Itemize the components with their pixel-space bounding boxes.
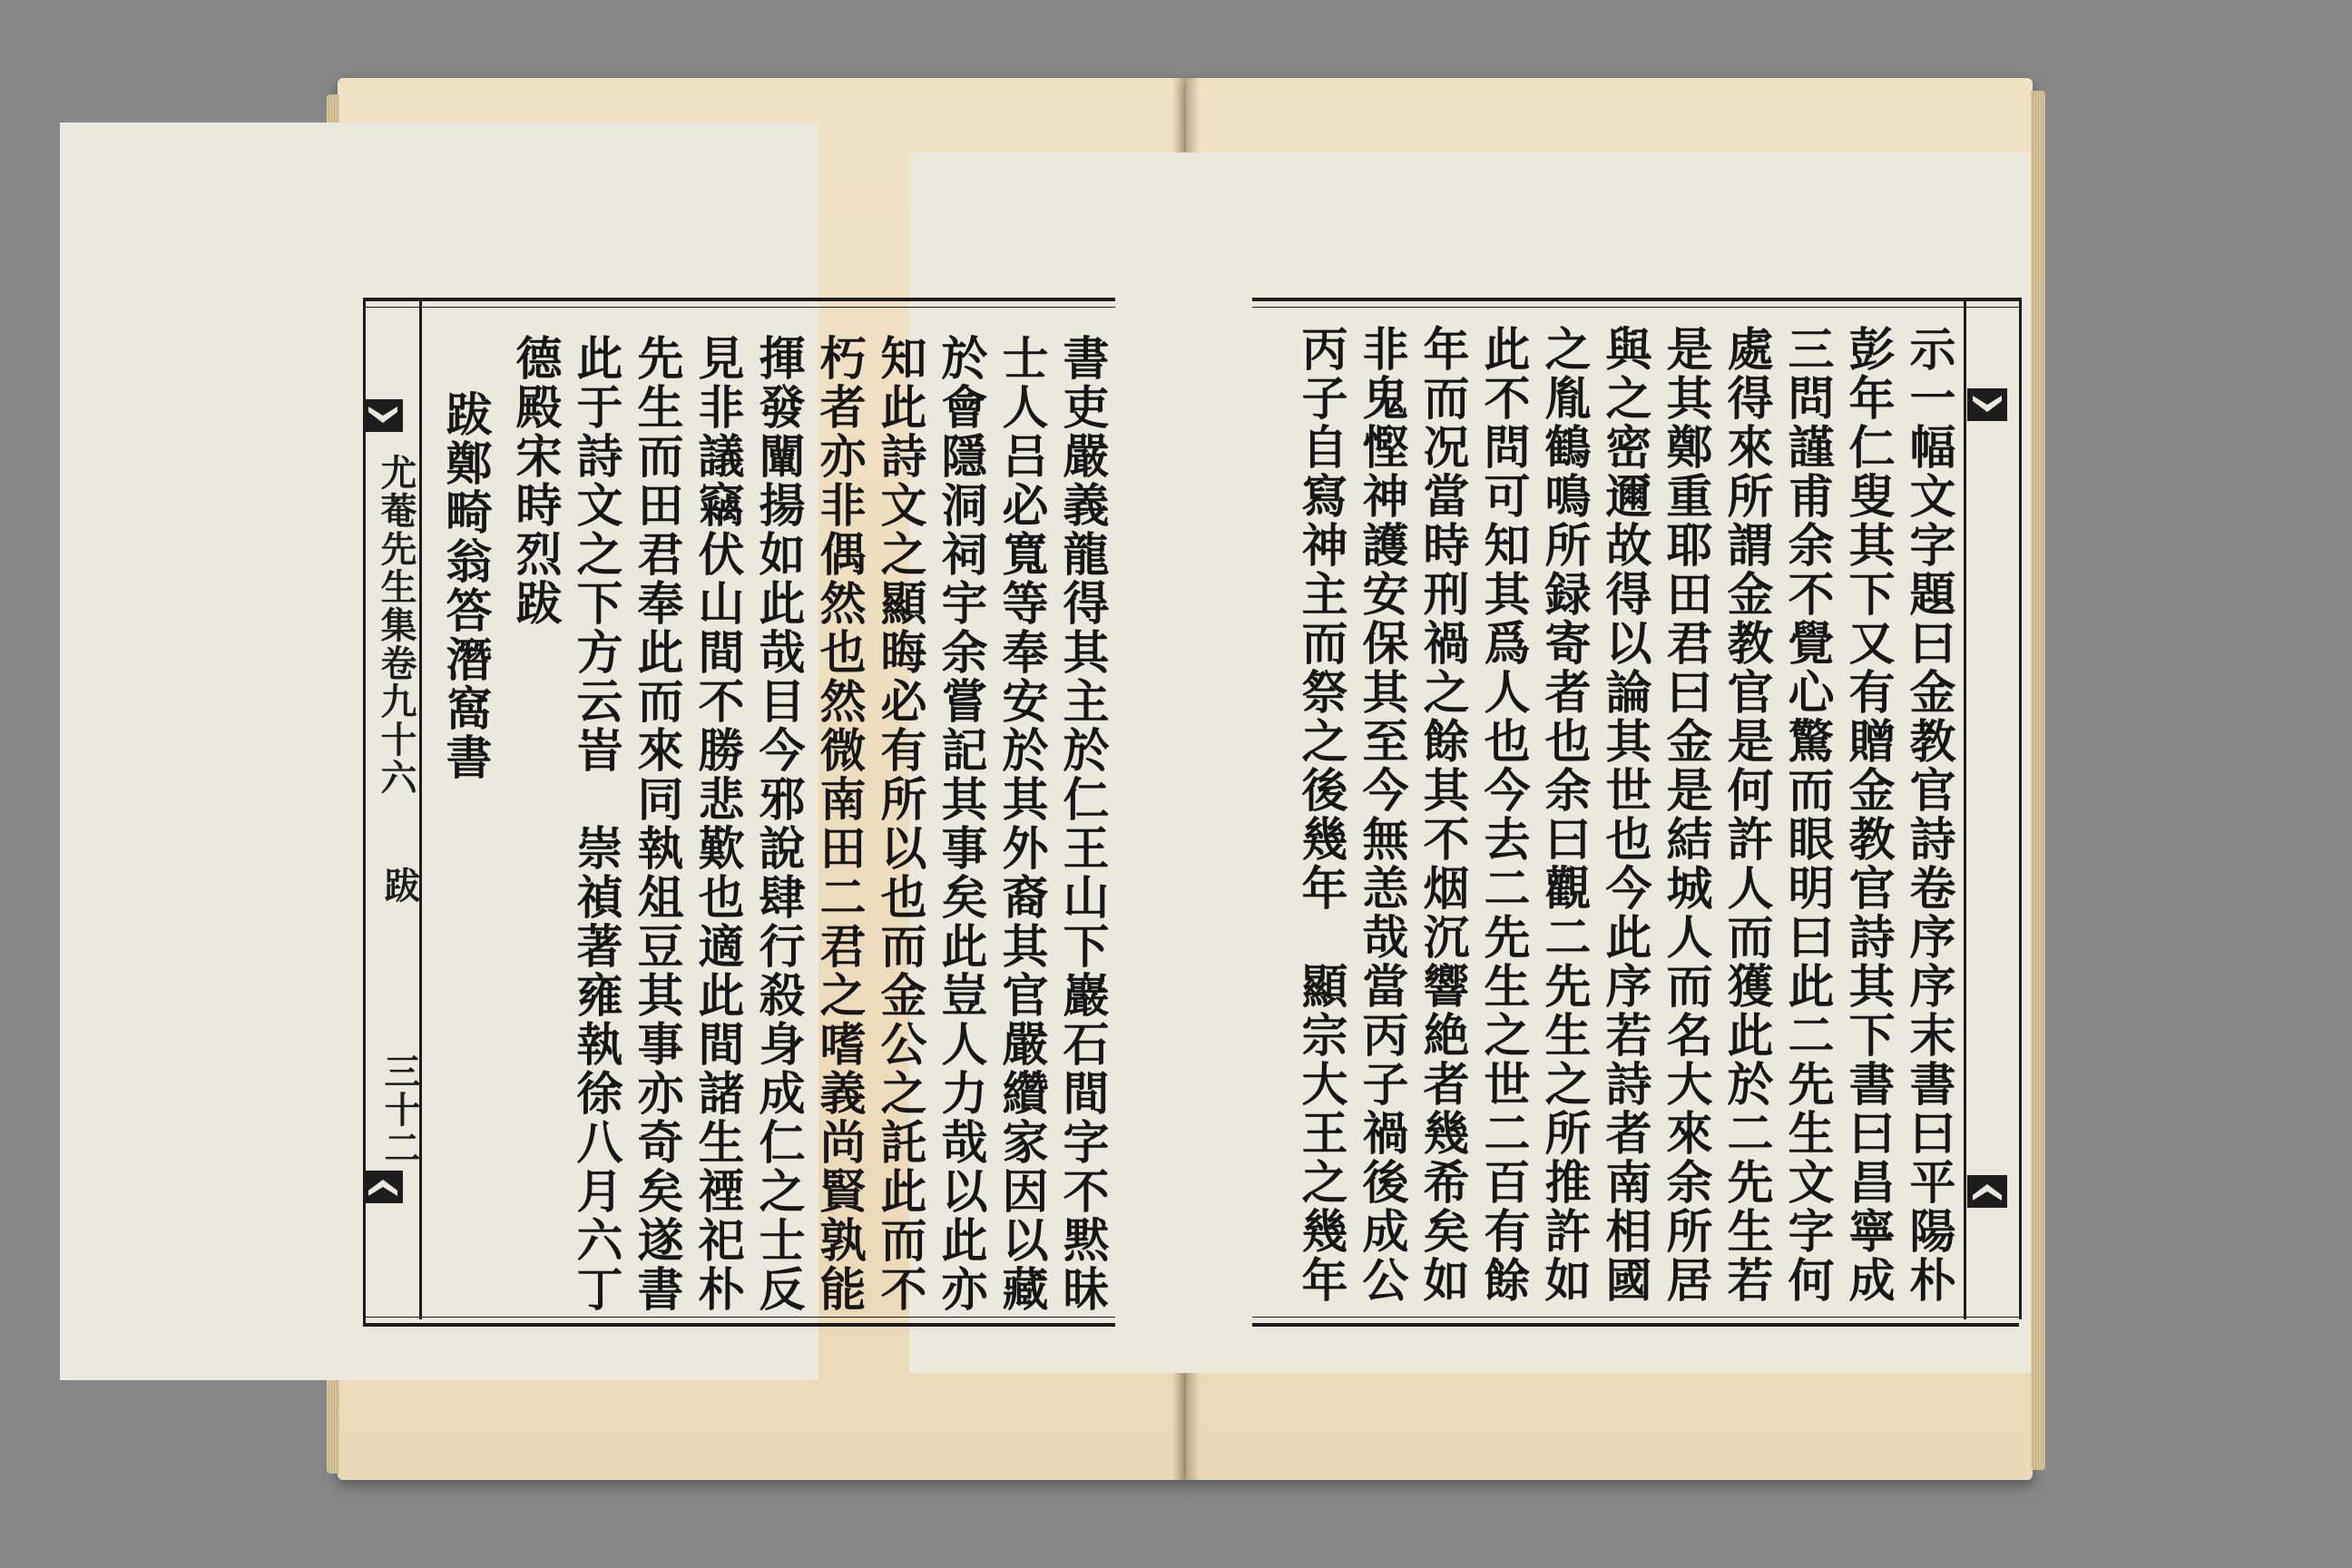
right-page-edge (2031, 91, 2045, 1470)
left-text-column-2: 士人吕必寬等奉安於其外裔其官嚴纘家因以藏 (994, 334, 1048, 1314)
right-text-column-3: 三問謹甫余不覺心驚而眼明曰此二先生文字何 (1779, 325, 1834, 1305)
right-text-column-2: 彭年仁叟其下又有贈金教官詩其下書曰昌寧成 (1840, 325, 1895, 1305)
right-text-column-8: 此不問可知其爲人也今去二先生之世二百有餘 (1475, 325, 1530, 1305)
left-text-column-8: 先生而田君奉此而來同執俎豆其事亦奇矣遂書 (629, 334, 683, 1314)
right-text-column-11: 丙子自寫神主而祭之後幾年 顯宗大王之幾年 (1293, 325, 1348, 1305)
left-text-column-5: 朽者亦非偶然也然微南田二君之嗜義尚賢孰能 (811, 334, 866, 1314)
left-text-column-10: 德殿宋時烈跋 (507, 334, 562, 628)
right-text-column-7: 之胤鶴鳴所録寄者也余曰觀二先生之所推許如 (1536, 325, 1591, 1305)
left-margin-rule-outer (363, 298, 366, 1319)
left-text-column-4: 知此詩文之顯晦必有所以也而金公之託此而不 (872, 334, 926, 1314)
right-text-column-5: 是其鄭重耶田君曰金是結城人而名大來余所居 (1658, 325, 1712, 1305)
fishtail-top-left-icon (363, 399, 403, 432)
left-text-column-3: 於會隱洞祠宇余嘗記其事矣此豈人力哉以此亦 (933, 334, 987, 1314)
section-label-margin: 跋 (378, 867, 421, 905)
left-title-column: 跋鄭畸翁答潛窩書 (437, 390, 492, 782)
left-text-column-9: 此于詩文之下方云峕 崇禎著雍執徐八月六丁 (568, 334, 622, 1314)
right-frame-rule (1964, 298, 1966, 1319)
left-text-column-7: 見非議竊伏山間不勝悲歎也適此間諸生禋祀朴 (690, 334, 744, 1314)
fishtail-top-right-icon (1967, 388, 2007, 421)
right-text-column-9: 年而况當時刑禍之餘其不烟沉響絶者幾希矣如 (1415, 325, 1469, 1305)
right-text-column-6: 與之密邇故得以論其世也今此序若詩者南相國 (1597, 325, 1651, 1305)
fishtail-bottom-left-icon (363, 1171, 403, 1203)
right-text-column-1: 示一幅文字題曰金教官詩卷序序末書曰平陽朴 (1901, 325, 1955, 1305)
page-number-margin: 三十二 (378, 1053, 421, 1167)
fishtail-bottom-right-icon (1967, 1175, 2007, 1208)
right-text-column-4: 處得來所謂金教官是何許人而獲此於二先生若 (1719, 325, 1773, 1305)
left-text-column-6: 揮發闡揚如此哉目今邪說肆行殺身成仁之士反 (750, 334, 805, 1314)
right-frame-outer-rule (2019, 298, 2022, 1319)
left-text-column-1: 書吏嚴義龍得其主於仁王山下巖石間字不黙昧 (1054, 334, 1109, 1314)
right-text-column-10: 非鬼慳神護安保其至今無恙哉當丙子禍後成公 (1354, 325, 1408, 1305)
book-title-margin: 尤菴先生集卷九十六 (375, 454, 417, 797)
